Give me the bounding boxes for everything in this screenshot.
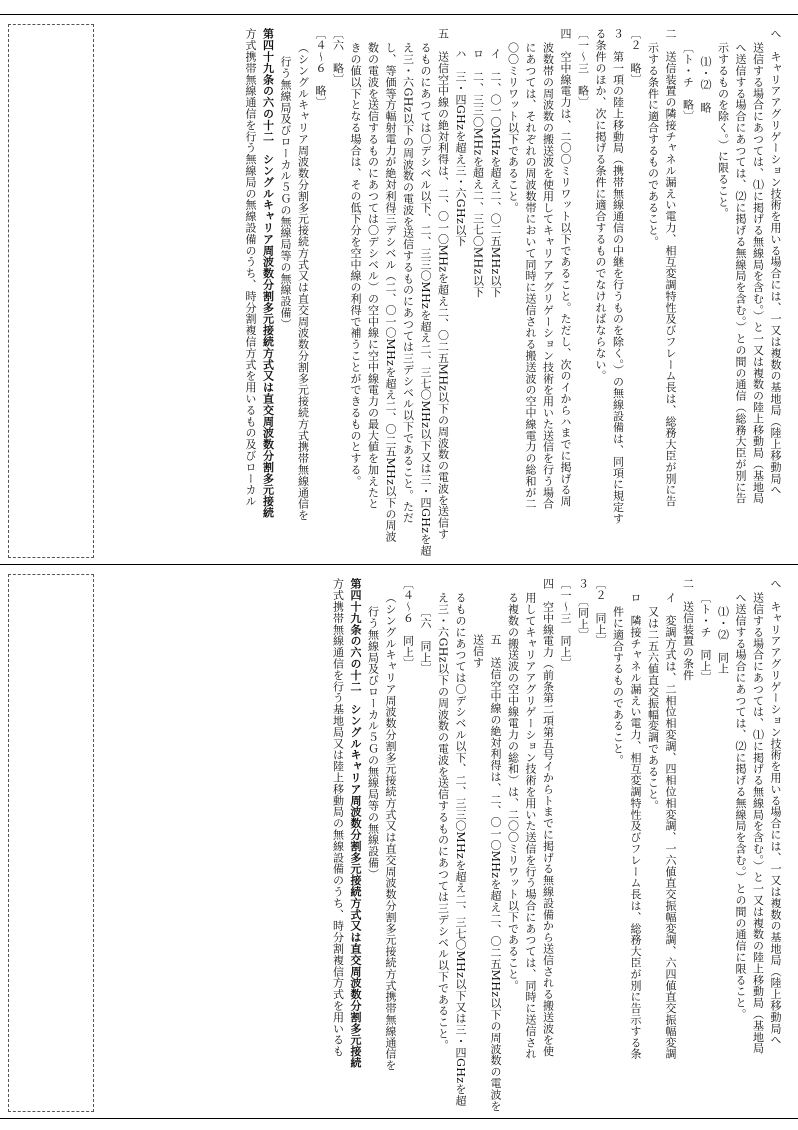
top-line: 二 送信装置の隣接チャネル漏えい電力、相互変調特性及びフレーム長は、総務大臣が別に告 [664,28,677,507]
top-line: 数の電波を送信するものにあつては〇デシベル）の空中線に空中線電力の最大値を加えたと [366,42,380,510]
top-line: 〔ト・チ 略〕 [681,42,695,122]
bottom-line: ３ 〔同上〕 [576,578,590,641]
top-article-heading: 第四十九条の六の十二 シングルキャリア周波数分割多元接続方式又は直交周波数分割多元接続 [261,28,275,519]
bottom-line: 〔４～６ 同上〕 [401,578,415,670]
bottom-line: 用してキャリアアグリゲーション技術を用いた送信を行う場合にあつては、同時に送信され [524,592,537,1060]
top-dashed-box [8,24,94,558]
top-line: 示する条件に適合するものであること。 [646,42,660,248]
bottom-line: 〔六 同上〕 [419,606,432,675]
bottom-line: イ 変調方式は、二相位相変調、四相位相変調、一六値直交振幅変調、六四値直交振幅変調 [664,592,677,1060]
top-line: 〇〇ミリワット以下であること。 [506,42,520,213]
bottom-line: 五 送信空中線の絶対利得は、二、〇一〇MHzを超え二、〇二五MHz以下の周波数の電波を送信す [471,634,502,1112]
top-line: 示するものを除く。）に限ること。 [716,42,730,219]
top-line: ⑴・⑵ 略 [699,56,712,113]
bottom-dashed-box [8,574,94,1112]
bottom-line: へ送信する場合にあつては、⑵に掲げる無線局を含む。）との間の通信に限ること。 [734,592,747,1020]
top-text-column [242,28,785,558]
top-line: 方式携帯無線通信を行う無線局の無線設備のうち、時分割複信方式を用いるもの及びローカル [244,28,257,507]
bottom-line: 方式携帯無線通信を行う基地局又は陸上移動局の無線設備のうち、時分割複信方式を用いるも [331,578,345,1057]
bottom-line: 行う無線局及びローカル５Ｇの無線局等の無線設備） [366,606,380,880]
top-line: きの値以下となる場合は、その低下分を空中線の利得で補うことができるものとする。 [349,42,362,487]
top-line: 五 送信空中線の絶対利得は、二、〇一〇MHzを超え二、〇二五MHz以下の周波数の電波を送信す [436,28,450,540]
bottom-line: 二 送信装置の条件 [681,578,695,681]
top-line: 〔４～６ 略〕 [314,28,327,108]
bottom-line: 〔２ 同上〕 [594,578,607,647]
top-panel [0,16,798,562]
top-line: 〔六 略〕 [331,28,345,85]
bottom-text-column [329,578,784,1112]
top-line: ３ 第一項の陸上移動局（携帯無線通信の中継を行うものを除く。）の無線設備は、同項に規定す [611,28,625,525]
top-line: え三・六GHz以下の周波数の電波を送信するものにあつては三デシベル以下であること。ただ [401,42,415,524]
top-rule [0,14,798,15]
bottom-line: 又は二五六値直交振幅変調であること。 [646,606,660,812]
top-line: 〔一～三 略〕 [576,28,590,108]
top-line: 波数帯の周波数の搬送波を使用してキャリアアグリゲーション技術を用いた送信を行う場合 [541,42,555,510]
top-line: へ キャリアアグリゲーション技術を用いる場合には、一又は複数の基地局（陸上移動局へ [769,28,782,496]
bottom-line: るものにあつては〇デシベル以下、二、三三〇MHzを超え二、三七〇MHz以下又は三・四GHzを超 [454,592,467,1107]
top-line: 行う無線局及びローカル５Ｇの無線局等の無線設備） [279,56,292,330]
bottom-line: 四 空中線電力（前条第二項第五号イからトまでに掲げる無線設備から送信される搬送波を使 [541,578,555,1057]
top-line: （シングルキャリア周波数分割多元接続方式又は直交周波数分割多元接続方式携帯無線通信を [296,42,310,521]
bottom-line: 〔ト・チ 同上〕 [699,592,712,684]
bottom-line: ⑴・⑵ 同上 [716,606,730,675]
top-line: ハ 三・四GHzを超え三・六GHz以下 [454,48,467,247]
top-line: へ送信する場合にあつては、⑵に掲げる無線局を含む。）との間の通信（総務大臣が別に告 [734,42,747,504]
bottom-line: 〔一～三 同上〕 [559,578,572,670]
top-line: にあつては、それぞれの周波数帯において同時に送信される搬送波の空中線電力の総和が二 [524,42,537,510]
bottom-line: 送信する場合にあつては、⑴に掲げる無線局を含む。）と一又は複数の陸上移動局（基地局 [751,592,765,1054]
bottom-article-heading: 第四十九条の六の十二 シングルキャリア周波数分割多元接続方式又は直交周波数分割多元接続 [349,578,362,1069]
bottom-line: へ キャリアアグリゲーション技術を用いる場合には、一又は複数の基地局（陸上移動局へ [769,578,782,1046]
bottom-line: （シングルキャリア周波数分割多元接続方式又は直交周波数分割多元接続方式携帯無線通信を [384,592,397,1071]
bottom-line: ロ 隣接チャネル漏えい電力、相互変調特性及びフレーム長は、総務大臣が別に告示する条 [629,592,642,1060]
top-line: ロ 二、三三〇MHzを超え二、三七〇MHz以下 [471,48,485,298]
top-line: 〔２ 略〕 [629,28,642,85]
top-line: る条件のほか、次に掲げる条件に適合するものでなければならない。 [594,28,607,382]
bottom-line: る複数の搬送波の空中線電力の総和）は、二〇〇ミリワット以下であること。 [506,592,520,991]
bottom-line: 件に適合するものであること。 [611,606,625,766]
bottom-rule [0,1118,798,1119]
middle-rule [0,564,798,565]
top-line: し、等価等方輻射電力が絶対利得三デシベル（二、〇一〇MHzを超え二、〇二五MHz以下の周波 [384,42,397,543]
bottom-panel [0,566,798,1116]
bottom-line: え三・六GHz以下の周波数の電波を送信するものにあつては三デシベル以下であること。 [436,592,450,1051]
top-line: イ 二、〇一〇MHzを超え二、〇二五MHz以下 [489,48,502,298]
top-line: るものにあつては〇デシベル以下、二、三三〇MHzを超え二、三七〇MHz以下又は三・四GHzを超 [419,42,432,557]
top-line: 四 空中線電力は、二〇〇ミリワット以下であること。ただし、次のイからハまでに掲げる周 [559,28,572,507]
top-line: 送信する場合にあつては、⑴に掲げる無線局を含む。）と一又は複数の陸上移動局（基地局 [751,42,765,504]
